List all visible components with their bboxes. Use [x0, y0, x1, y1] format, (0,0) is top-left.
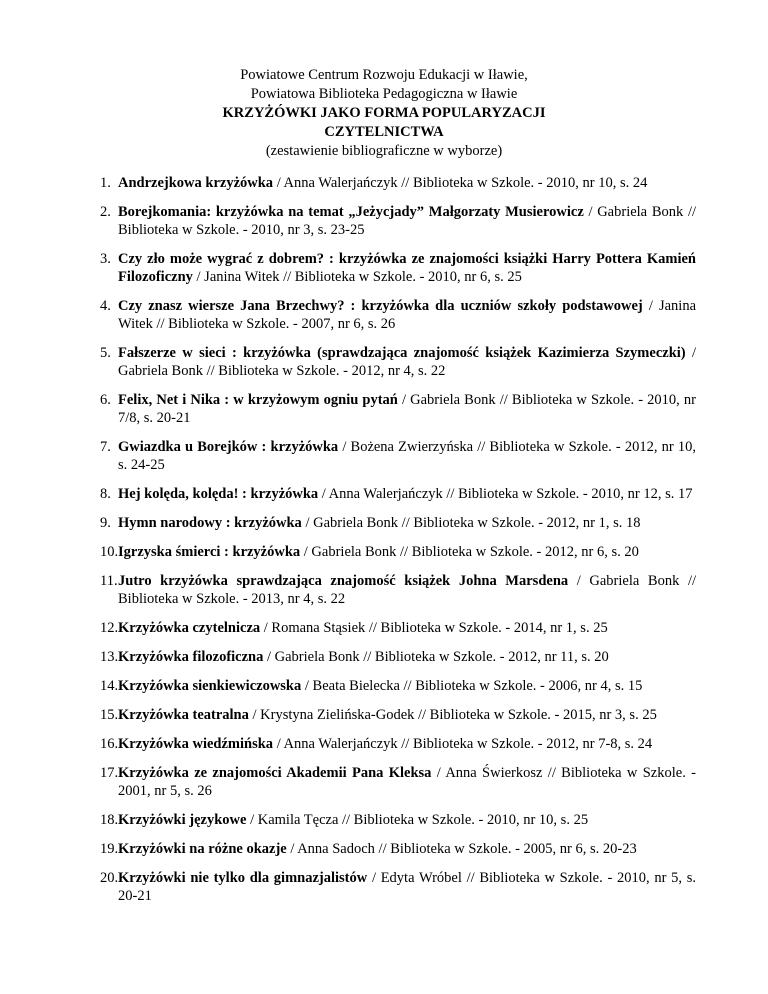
- bibliography-entry: [100, 706, 696, 724]
- entry-title: Krzyżówka ze znajomości Akademii Pana Kleksa: [118, 765, 432, 781]
- entry-number: 20.: [100, 870, 119, 886]
- bibliography-entry: [100, 869, 696, 905]
- bibliography-entry: [100, 735, 696, 753]
- entry-number: 2.: [100, 204, 111, 220]
- entry-citation: / Beata Bielecka // Biblioteka w Szkole. - 2006, nr 4, s. 15: [301, 678, 643, 694]
- entry-citation: / Romana Stąsiek // Biblioteka w Szkole. - 2014, nr 1, s. 25: [260, 620, 608, 636]
- document-header: [0, 66, 768, 161]
- entry-citation: / Anna Walerjańczyk // Biblioteka w Szkole. - 2010, nr 12, s. 17: [318, 486, 693, 502]
- entry-number: 13.: [100, 649, 119, 665]
- entry-title: Felix, Net i Nika : w krzyżowym ogniu pytań: [118, 392, 398, 408]
- institution-line-2: Powiatowa Biblioteka Pedagogiczna w Iławie: [250, 86, 518, 102]
- entry-title: Krzyżówka czytelnicza: [118, 620, 261, 636]
- entry-citation: / Gabriela Bonk // Biblioteka w Szkole. - 2013, nr 4, s. 22: [118, 573, 697, 607]
- bibliography-entry: [100, 485, 696, 503]
- entry-title: Krzyżówki na różne okazje: [118, 841, 287, 857]
- entry-title: Hymn narodowy : krzyżówka: [118, 515, 302, 531]
- bibliography-entry: [100, 174, 696, 192]
- entry-number: 4.: [100, 298, 111, 314]
- entry-citation: / Anna Świerkosz // Biblioteka w Szkole. - 2001, nr 5, s. 26: [118, 765, 696, 799]
- entry-number: 7.: [100, 439, 111, 455]
- entry-number: 18.: [100, 812, 119, 828]
- entry-citation: / Bożena Zwierzyńska // Biblioteka w Szkole. - 2012, nr 10, s. 24-25: [118, 439, 696, 473]
- entry-number: 15.: [100, 707, 119, 723]
- entry-number: 10.: [100, 544, 119, 560]
- bibliography-list: [100, 174, 696, 916]
- entry-number: 12.: [100, 620, 119, 636]
- entry-citation: / Anna Walerjańczyk // Biblioteka w Szkole. - 2012, nr 7-8, s. 24: [273, 736, 653, 752]
- entry-title: Borejkomania: krzyżówka na temat „Jeżycjady” Małgorzaty Musierowicz: [118, 204, 584, 220]
- document-title-line-1: KRZYŻÓWKI JAKO FORMA POPULARYZACJI: [222, 105, 546, 121]
- entry-number: 9.: [100, 515, 111, 531]
- entry-citation: / Gabriela Bonk // Biblioteka w Szkole. - 2012, nr 4, s. 22: [118, 345, 696, 379]
- entry-number: 1.: [100, 175, 111, 191]
- entry-citation: / Janina Witek // Biblioteka w Szkole. - 2010, nr 6, s. 25: [192, 269, 522, 285]
- entry-number: 19.: [100, 841, 119, 857]
- bibliography-entry: [100, 840, 696, 858]
- entry-citation: / Gabriela Bonk // Biblioteka w Szkole. - 2010, nr 7/8, s. 20-21: [118, 392, 697, 426]
- entry-title: Fałszerze w sieci : krzyżówka (sprawdzająca znajomość książek Kazimierza Szymeczki): [118, 345, 686, 361]
- entry-title: Krzyżówki językowe: [118, 812, 247, 828]
- entry-citation: / Gabriela Bonk // Biblioteka w Szkole. - 2012, nr 1, s. 18: [301, 515, 641, 531]
- entry-citation: / Anna Walerjańczyk // Biblioteka w Szkole. - 2010, nr 10, s. 24: [273, 175, 648, 191]
- entry-number: 6.: [100, 392, 111, 408]
- bibliography-entry: [100, 344, 696, 380]
- document-subtitle: (zestawienie bibliograficzne w wyborze): [265, 143, 503, 159]
- entry-number: 5.: [100, 345, 111, 361]
- entry-number: 11.: [100, 573, 118, 589]
- entry-citation: / Krystyna Zielińska-Godek // Biblioteka w Szkole. - 2015, nr 3, s. 25: [248, 707, 657, 723]
- entry-title: Igrzyska śmierci : krzyżówka: [118, 544, 301, 560]
- entry-title: Krzyżówka sienkiewiczowska: [118, 678, 302, 694]
- entry-citation: / Gabriela Bonk // Biblioteka w Szkole. - 2012, nr 11, s. 20: [263, 649, 609, 665]
- bibliography-entry: [100, 764, 696, 800]
- entry-title: Krzyżówka wiedźmińska: [118, 736, 274, 752]
- entry-citation: / Anna Sadoch // Biblioteka w Szkole. - 2005, nr 6, s. 20-23: [286, 841, 637, 857]
- entry-citation: / Gabriela Bonk // Biblioteka w Szkole. - 2012, nr 6, s. 20: [300, 544, 639, 560]
- entry-title: Krzyżówki nie tylko dla gimnazjalistów: [118, 870, 368, 886]
- entry-number: 14.: [100, 678, 119, 694]
- entry-title: Krzyżówka filozoficzna: [118, 649, 264, 665]
- bibliography-entry: [100, 677, 696, 695]
- entry-title: Czy zło może wygrać z dobrem? : krzyżówka ze znajomości książki Harry Pottera Kamień Filozoficzny: [118, 251, 696, 285]
- entry-citation: / Janina Witek // Biblioteka w Szkole. - 2007, nr 6, s. 26: [118, 298, 696, 332]
- bibliography-entry: [100, 391, 696, 427]
- entry-number: 8.: [100, 486, 111, 502]
- entry-title: Andrzejkowa krzyżówka: [118, 175, 274, 191]
- institution-line-1: Powiatowe Centrum Rozwoju Edukacji w Iławie,: [240, 67, 528, 83]
- bibliography-entry: [100, 514, 696, 532]
- bibliography-entry: [100, 543, 696, 561]
- bibliography-entry: [100, 648, 696, 666]
- bibliography-entry: [100, 203, 696, 239]
- bibliography-entry: [100, 619, 696, 637]
- entry-number: 17.: [100, 765, 119, 781]
- entry-title: Gwiazdka u Borejków : krzyżówka: [118, 439, 339, 455]
- bibliography-entry: [100, 438, 696, 474]
- bibliography-entry: [100, 250, 696, 286]
- entry-title: Jutro krzyżówka sprawdzająca znajomość książek Johna Marsdena: [118, 573, 569, 589]
- bibliography-entry: [100, 572, 696, 608]
- entry-citation: / Gabriela Bonk // Biblioteka w Szkole. - 2010, nr 3, s. 23-25: [118, 204, 696, 238]
- bibliography-entry: [100, 297, 696, 333]
- entry-title: Krzyżówka teatralna: [118, 707, 249, 723]
- bibliography-entry: [100, 811, 696, 829]
- entry-number: 16.: [100, 736, 119, 752]
- entry-number: 3.: [100, 251, 111, 267]
- entry-title: Hej kolęda, kolęda! : krzyżówka: [118, 486, 319, 502]
- entry-title: Czy znasz wiersze Jana Brzechwy? : krzyżówka dla uczniów szkoły podstawowej: [118, 298, 643, 314]
- entry-citation: / Edyta Wróbel // Biblioteka w Szkole. - 2010, nr 5, s. 20-21: [118, 870, 696, 904]
- document-title-line-2: CZYTELNICTWA: [324, 124, 444, 140]
- entry-citation: / Kamila Tęcza // Biblioteka w Szkole. - 2010, nr 10, s. 25: [246, 812, 589, 828]
